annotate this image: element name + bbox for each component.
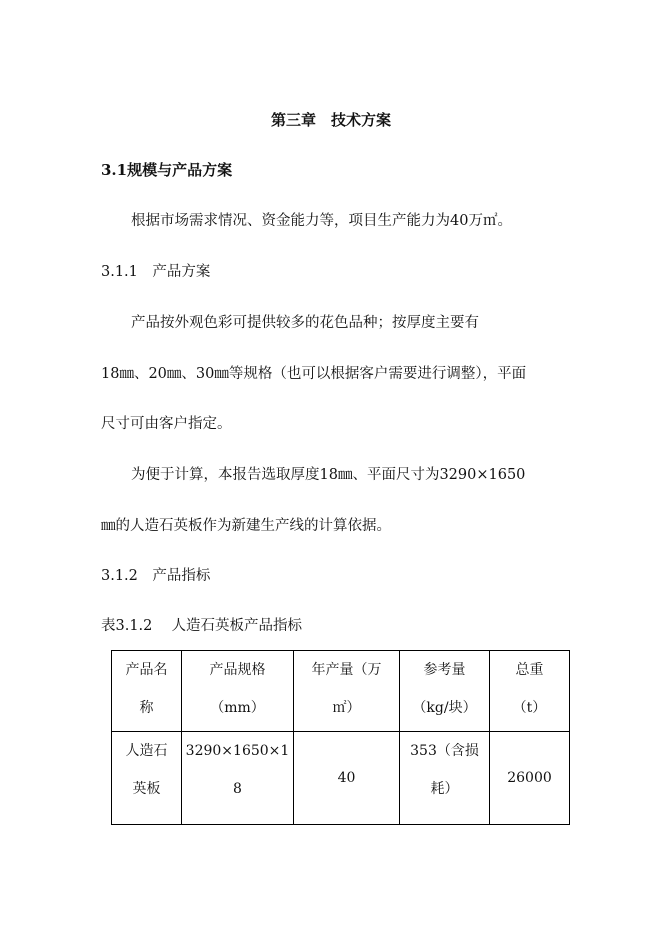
cell-annual-output bbox=[294, 732, 400, 825]
product-indicator-table bbox=[111, 650, 570, 825]
header-reference-quantity-line-2: （kg/块） bbox=[412, 700, 477, 716]
header-total-weight-line-1: 总重 bbox=[515, 662, 544, 678]
section-heading: 3.1规模与产品方案 bbox=[101, 161, 233, 179]
header-total-weight bbox=[490, 651, 570, 732]
header-product-name bbox=[112, 651, 182, 732]
header-product-name-line-1: 产品名 bbox=[125, 662, 168, 678]
product-paragraph-line-1: 产品按外观色彩可提供较多的花色品种；按厚度主要有 bbox=[131, 315, 479, 331]
header-product-name-line-2: 称 bbox=[139, 700, 154, 716]
cell-reference-quantity-line-2: 耗） bbox=[430, 781, 459, 797]
table-header-row bbox=[112, 651, 570, 732]
subsection-product-indicators: 3.1.2 产品指标 bbox=[101, 568, 211, 584]
header-total-weight-line-2: （t） bbox=[512, 700, 547, 716]
header-product-spec-line-1: 产品规格 bbox=[209, 662, 266, 678]
cell-reference-quantity-line-1: 353（含损 bbox=[410, 743, 479, 759]
subsection-product-plan: 3.1.1 产品方案 bbox=[101, 264, 211, 280]
cell-product-name-line-1: 人造石 bbox=[125, 743, 168, 759]
header-reference-quantity bbox=[400, 651, 490, 732]
cell-total-weight-value: 26000 bbox=[507, 770, 552, 786]
table-row bbox=[112, 732, 570, 825]
header-annual-output-line-1: 年产量（万 bbox=[311, 662, 382, 678]
cell-product-name-line-2: 英板 bbox=[132, 781, 161, 797]
product-paragraph-line-3: 尺寸可由客户指定。 bbox=[101, 416, 232, 432]
product-paragraph-line-2: 18㎜、20㎜、30㎜等规格（也可以根据客户需要进行调整），平面 bbox=[101, 366, 527, 382]
table-caption: 表3.1.2 人造石英板产品指标 bbox=[101, 618, 303, 634]
capacity-paragraph: 根据市场需求情况、资金能力等，项目生产能力为40万㎡。 bbox=[131, 213, 512, 229]
header-annual-output-line-2: ㎡） bbox=[332, 700, 361, 716]
cell-reference-quantity bbox=[400, 732, 490, 825]
cell-product-name bbox=[112, 732, 182, 825]
header-product-spec bbox=[182, 651, 294, 732]
cell-product-spec bbox=[182, 732, 294, 825]
cell-product-spec-line-2: 8 bbox=[233, 781, 242, 797]
header-reference-quantity-line-1: 参考量 bbox=[423, 662, 466, 678]
basis-paragraph-line-1: 为便于计算，本报告选取厚度18㎜、平面尺寸为3290×1650 bbox=[131, 467, 526, 483]
basis-paragraph-line-2: ㎜的人造石英板作为新建生产线的计算依据。 bbox=[101, 518, 391, 534]
cell-total-weight bbox=[490, 732, 570, 825]
header-product-spec-line-2: （mm） bbox=[210, 700, 265, 716]
chapter-title: 第三章 技术方案 bbox=[270, 111, 391, 129]
cell-product-spec-line-1: 3290×1650×1 bbox=[185, 743, 290, 759]
header-annual-output bbox=[294, 651, 400, 732]
cell-annual-output-value: 40 bbox=[337, 770, 356, 786]
